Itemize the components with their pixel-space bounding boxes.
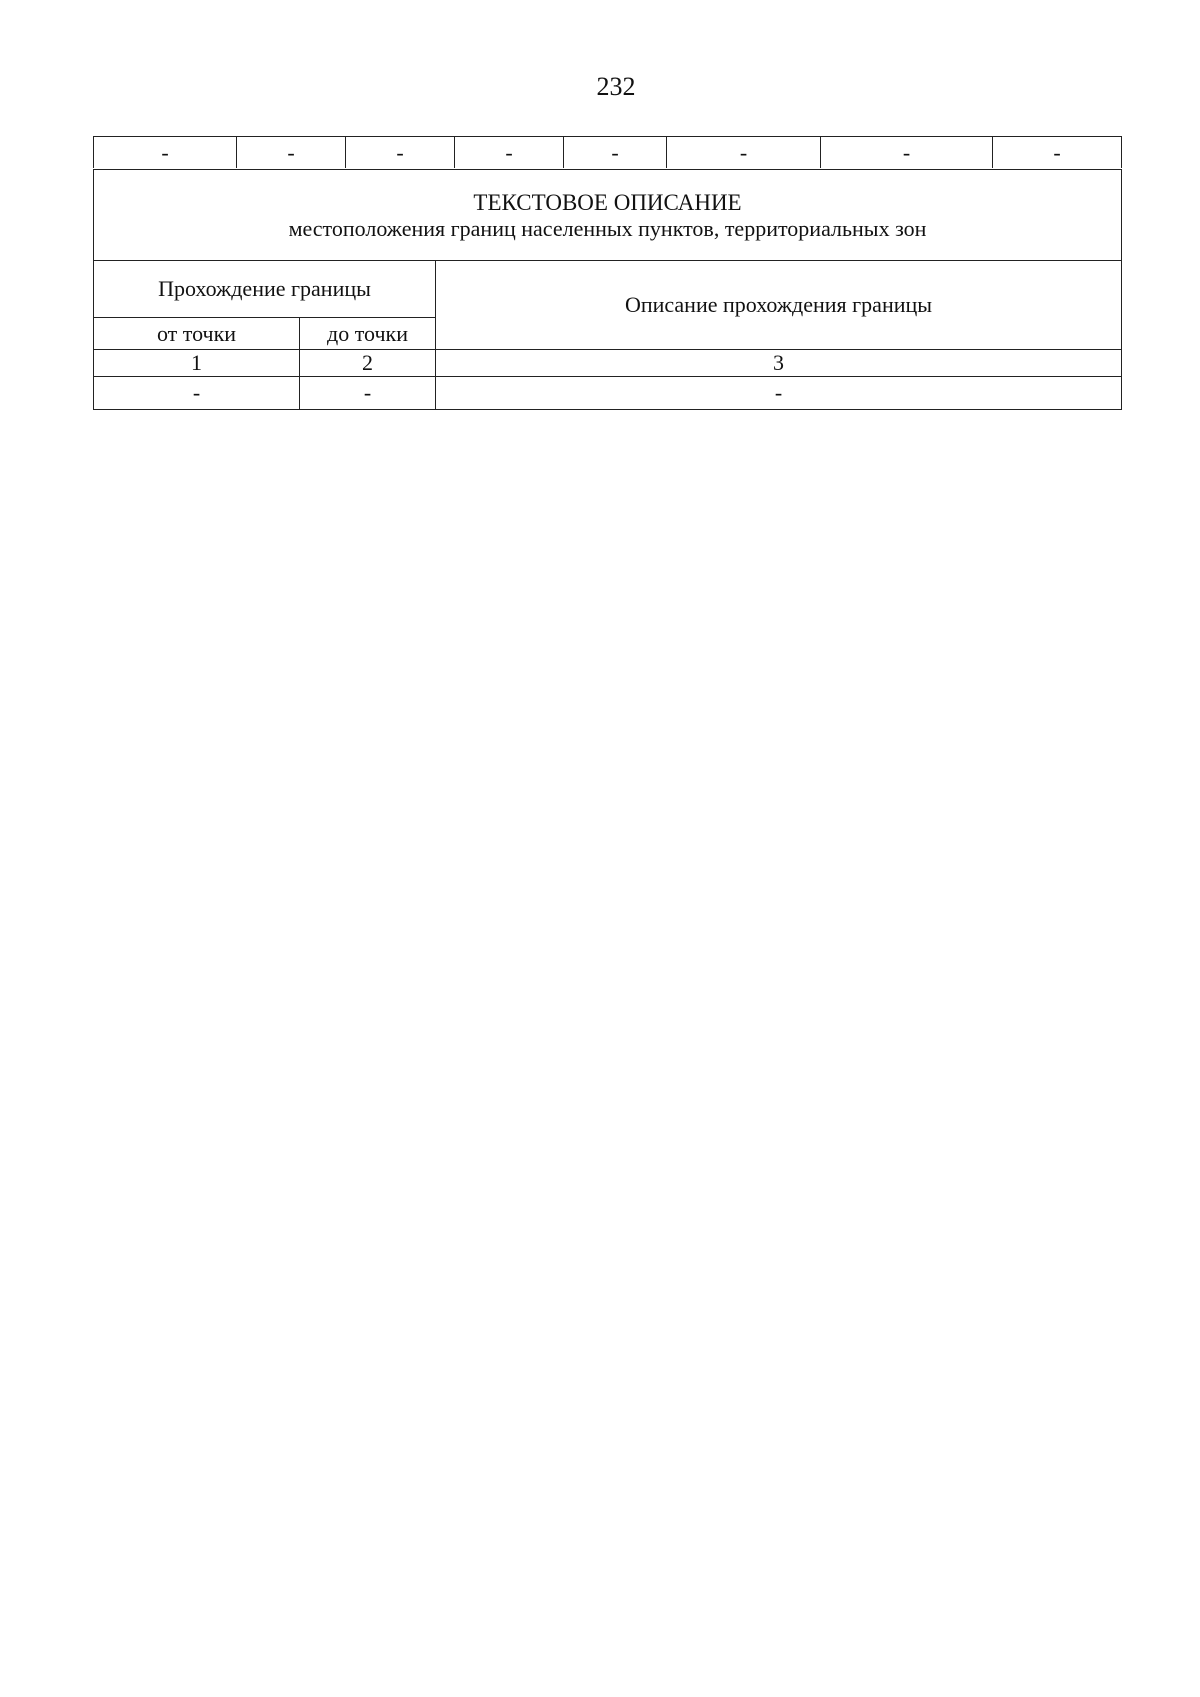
header-row (94, 261, 1122, 318)
column-number: 1 (94, 350, 300, 377)
page-number: 232 (596, 72, 636, 101)
top-dash-row (94, 137, 1122, 169)
table-cell: - (300, 377, 436, 410)
table-cell: - (237, 137, 346, 169)
table-row (94, 377, 1122, 410)
to-point-header: до точки (300, 318, 436, 350)
from-point-header: от точки (94, 318, 300, 350)
column-number-row (94, 350, 1122, 377)
table-title-cell (94, 170, 1122, 261)
table-cell: - (455, 137, 564, 169)
table-cell: - (821, 137, 993, 169)
table-cell: - (667, 137, 821, 169)
boundary-description-table (93, 169, 1122, 410)
table-cell: - (94, 377, 300, 410)
column-number: 2 (300, 350, 436, 377)
column-number: 3 (436, 350, 1122, 377)
table-subtitle: местоположения границ населенных пунктов, территориальных зон (288, 215, 927, 241)
table-cell: - (94, 137, 237, 169)
table-title: ТЕКСТОВОЕ ОПИСАНИЕ (473, 189, 742, 215)
table-cell: - (564, 137, 667, 169)
table-cell: - (436, 377, 1122, 410)
title-row (94, 170, 1122, 261)
description-header: Описание прохождения границы (436, 261, 1122, 350)
boundary-passage-header: Прохождение границы (94, 261, 436, 318)
table-cell: - (346, 137, 455, 169)
table-cell: - (993, 137, 1122, 169)
top-dash-table (93, 136, 1122, 168)
